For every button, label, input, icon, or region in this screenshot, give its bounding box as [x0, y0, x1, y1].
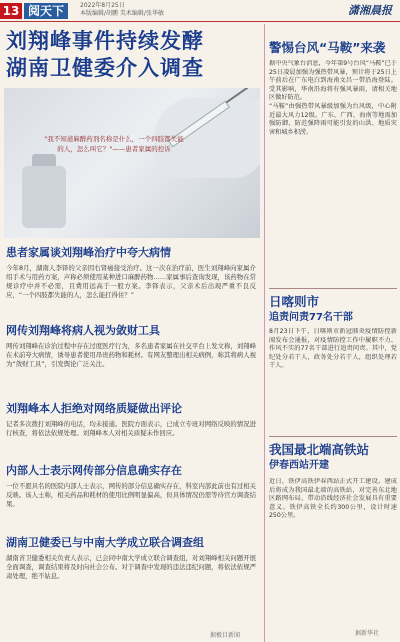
story3-title: 我国最北端高铁站 [269, 442, 370, 457]
story2-text: 8月23日下午，日喀则市新冠肺炎疫情防控新闻发布会通报，对疫情防控工作中履职不力、作风不实的77名干部进行追责问责。其中，党纪处分若干人，政务处分若干人，组织处理若干人。 [269, 328, 397, 370]
section-tag: 阅天下 [24, 3, 68, 19]
section3-text: 记者多次拨打刘翔峰的电话，均未接通。医院方面表示，已成立专班对网络反映的情况进行核查，将依法依规处理。刘翔峰本人对相关质疑未作回应。 [6, 420, 256, 437]
story2-title: 日喀则市 [269, 294, 320, 309]
story2-subtitle: 追责问责77名干部 [269, 312, 353, 323]
story1-text: 据中央气象台消息，今年第9号台风“马鞍”已于25日凌晨加强为强热带风暴，预计将于25日上午前后在广东电白到海南文昌一带沿海登陆。受其影响，华南沿海将有强风暴雨，请相关地区做好防范。 “马鞍”由强热带风暴级加强为台风级，中心附近最大风力12级。广东、广西、海南等地需加强防御，防范强降雨可能引发的山洪、地质灾害和城乡积涝。 [269, 60, 397, 136]
section4-text: 一位不愿具名的医院内部人士表示，网传的部分信息确实存在，科室内部此前也有过相关反映。该人士称，相关药品和耗材的使用比例明显偏高，但具体情况仍需等待官方调查结果。 [6, 482, 256, 508]
section5-text: 湖南省卫健委相关负责人表示，已会同中南大学成立联合调查组，对刘翔峰相关问题开展全面调查，调查结果将及时向社会公布。对于调查中发现的违法违纪问题，将依法依规严肃处理，绝不姑息。 [6, 554, 256, 580]
section1-title: 患者家属谈刘翔峰治疗中夸大病情 [6, 246, 171, 259]
header-meta [80, 2, 164, 18]
issue-date: 2022年8月25日 [80, 2, 125, 9]
photo-quote: "我不知道麻醉药剂名称是什么，一个四肢都失能的人，怎么叫它？"——患者家属的控诉 [44, 135, 184, 153]
section5-title: 湖南卫健委已与中南大学成立联合调查组 [6, 536, 204, 549]
headline: 刘翔峰事件持续发酵 湖南卫健委介入调查 [6, 29, 204, 80]
sidebar-credit: 据新华社 [355, 630, 380, 637]
section1-text: 今年8月，湖南人李铎的父亲因右肾癌接受治疗。这一次在治疗前，医生刘翔峰向家属介绍手术与用药方案，声称必须使用某种进口麻醉药物……家属事后查询发现，该药物在常规诊疗中并不必需，且费用远高于一般方案。李铎表示，父亲术后出现严重不良反应，“一个四肢都失能的人，怎么能扛得住？” [6, 264, 256, 299]
story3-text: 近日，铁伊高铁伊春西站正式开工建设。建成后将成为我国最北端的高铁站，对完善东北地区路网布局、带动沿线经济社会发展具有重要意义。铁伊高铁全长约300公里，设计时速250公里。 [269, 478, 397, 520]
section2-text: 网传刘翔峰在诊治过程中存在过度医疗行为，多名患者家属在社交平台上发文称，刘翔峰在术前夸大病情，诱导患者使用昂贵药物和耗材。有网友整理出相关病例，称其将病人视为“敛财工具”，引发舆论广泛关注。 [6, 342, 256, 368]
editor-credits: 本版编辑/胡鹏 美术编辑/张华敏 [80, 10, 164, 17]
story3-subtitle: 伊春西站开建 [269, 460, 329, 471]
main-credit: 据极目新闻 [210, 632, 241, 639]
main-column [0, 24, 262, 642]
divider [269, 288, 397, 289]
paper-logo: 潇湘晨报 [348, 4, 392, 17]
section3-title: 刘翔峰本人拒绝对网络质疑做出评论 [6, 402, 182, 415]
sidebar [264, 24, 400, 642]
page-header [0, 0, 400, 22]
section4-title: 内部人士表示网传部分信息确实存在 [6, 464, 182, 477]
news-photo [4, 88, 260, 238]
story1-title: 警惕台风“马鞍”来袭 [269, 40, 386, 55]
page-number: 13 [0, 3, 22, 19]
vial-icon [22, 166, 66, 228]
section2-title: 网传刘翔峰将病人视为敛财工具 [6, 324, 160, 337]
divider [269, 436, 397, 437]
